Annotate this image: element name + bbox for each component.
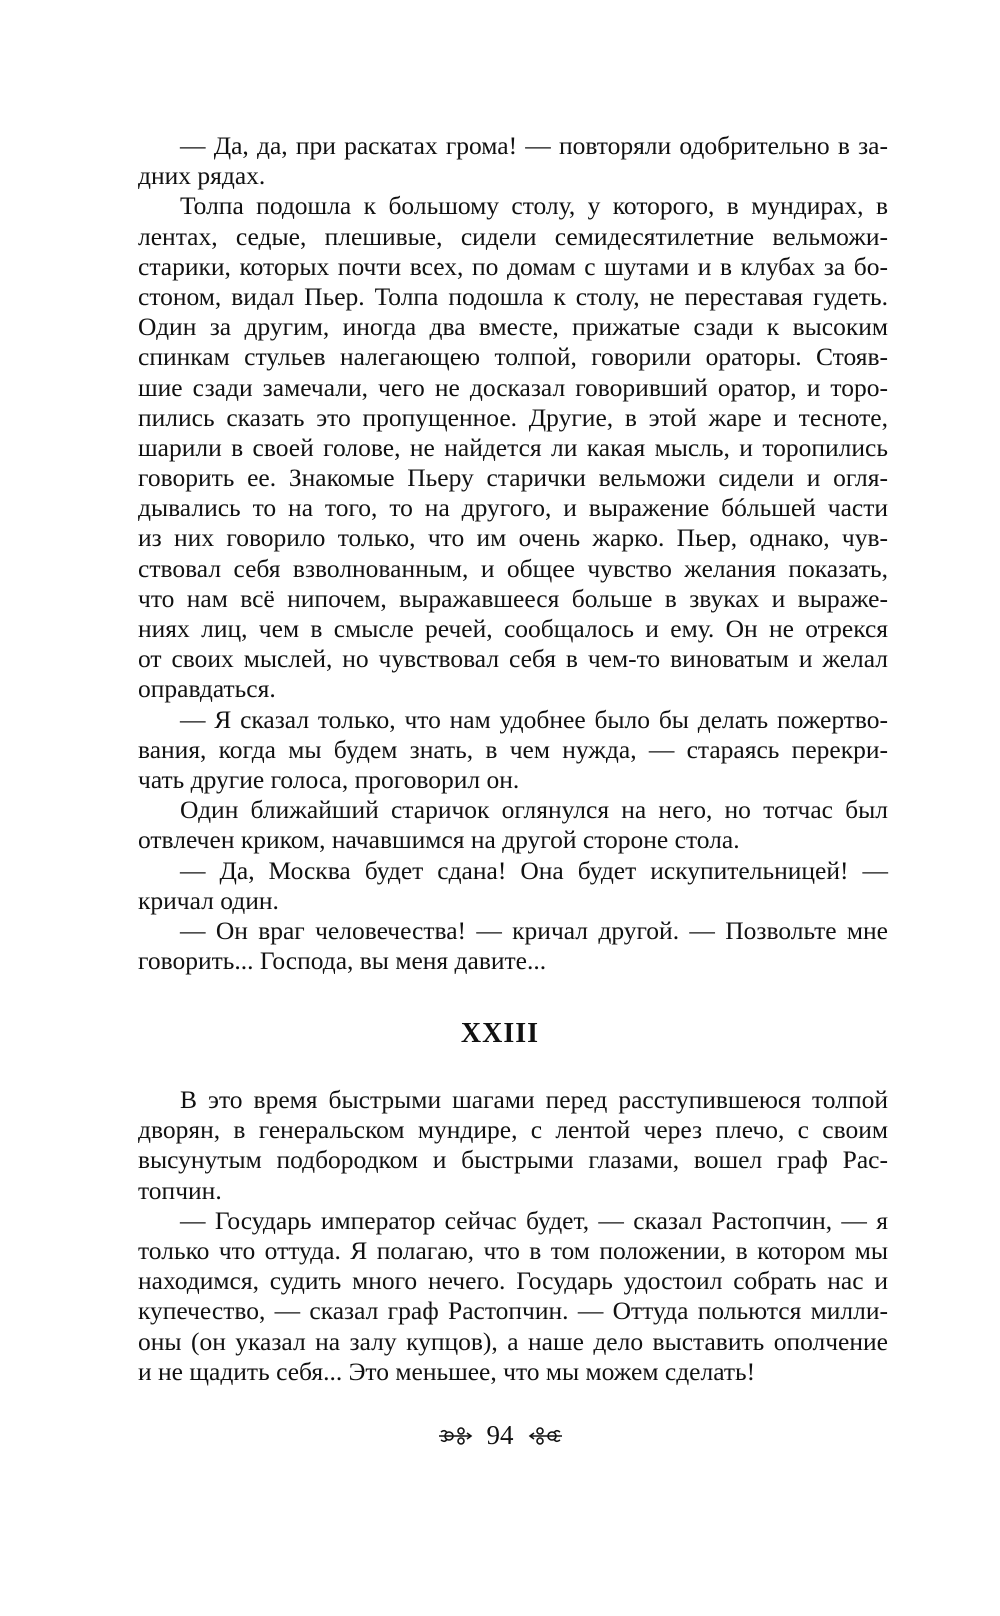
- text-line: спинкам стульев налегающею толпой, говорили ораторы. Стояв-: [138, 342, 888, 372]
- page-number: 94: [486, 1420, 514, 1450]
- text-line: высунутым подбородком и быстрыми глазами, вошел граф Рас-: [138, 1145, 888, 1175]
- text-line: — Он враг человечества! — кричал другой. — Позвольте мне: [180, 915, 888, 945]
- text-line: говорить ее. Знакомые Пьеру старички вельможи сидели и огля-: [138, 463, 888, 493]
- text-line: Один за другим, иногда два вместе, прижатые сзади к высоким: [138, 312, 888, 342]
- text-line: дывались то на того, то на другого, и выражение бóльшей части: [138, 493, 888, 523]
- text-line: — Да, Москва будет сдана! Она будет искупительницей! —: [180, 855, 888, 885]
- text-line: кричал один.: [138, 885, 279, 915]
- text-line: стоном, видал Пьер. Толпа подошла к столу, не переставая гудеть.: [138, 281, 888, 311]
- text-line: старики, которых почти всех, по домам с шутами и в клубах за бо-: [138, 251, 888, 281]
- text-line: дних рядах.: [138, 161, 266, 191]
- left-ornament-icon: [437, 1425, 473, 1447]
- text-line: оны (он указал на залу купцов), а наше дело выставить ополчение: [138, 1326, 888, 1356]
- text-line: В это время быстрыми шагами перед расступившеюся толпой: [180, 1085, 888, 1114]
- text-line: шие сзади замечали, чего не досказал говоривший оратор, и торо-: [138, 372, 888, 402]
- right-ornament-icon: [528, 1425, 564, 1447]
- page-footer: [0, 1420, 1000, 1451]
- text-line: и не щадить себя... Это меньшее, что мы можем сделать!: [138, 1356, 756, 1386]
- text-line: Толпа подошла к большому столу, у которого, в мундирах, в: [180, 191, 888, 221]
- text-line: ниях лиц, чем в смысле речей, сообщалось и ему. Он не отрекся: [138, 614, 888, 643]
- chapter-heading: XXIII: [460, 1018, 540, 1049]
- text-line: купечество, — сказал граф Растопчин. — Оттуда польются милли-: [138, 1296, 888, 1326]
- text-line: что нам всё нипочем, выражавшееся больше в звуках и выраже-: [138, 583, 888, 613]
- text-line: из них говорило только, что им очень жарко. Пьер, однако, чув-: [138, 523, 888, 553]
- text-line: топчин.: [138, 1175, 222, 1205]
- text-line: чать другие голоса, проговорил он.: [138, 764, 520, 794]
- text-line: находимся, судить много нечего. Государь удостоил собрать нас и: [138, 1266, 888, 1296]
- text-line: лентах, седые, плешивые, сидели семидесятилетние вельможи-: [138, 221, 888, 251]
- text-block-top: [138, 131, 888, 976]
- text-line: пились сказать это пропущенное. Другие, в этой жаре и тесноте,: [138, 402, 888, 432]
- text-line: шарили в своей голове, не найдется ли какая мысль, и торопились: [138, 432, 888, 462]
- text-line: Один ближайший старичок оглянулся на него, но тотчас был: [180, 795, 888, 825]
- text-block-bottom: [138, 1085, 888, 1387]
- text-line: дворян, в генеральском мундире, с лентой через плечо, с своим: [138, 1115, 888, 1145]
- text-line: отвлечен криком, начавшимся на другой стороне стола.: [138, 825, 740, 855]
- text-line: говорить... Господа, вы меня давите...: [138, 946, 547, 976]
- text-line: оправдаться.: [138, 674, 276, 704]
- text-line: от своих мыслей, но чувствовал себя в чем-то виноватым и желал: [138, 644, 888, 674]
- text-line: только что оттуда. Я полагаю, что в том положении, в котором мы: [138, 1235, 888, 1265]
- text-line: — Да, да, при раскатах грома! — повторяли одобрительно в за-: [180, 131, 888, 160]
- text-line: ствовал себя взволнованным, и общее чувство желания показать,: [138, 553, 888, 583]
- text-line: — Я сказал только, что нам удобнее было бы делать пожертво-: [180, 704, 888, 734]
- text-line: вания, когда мы будем знать, в чем нужда, — стараясь перекри-: [138, 734, 888, 764]
- text-line: — Государь император сейчас будет, — сказал Растопчин, — я: [180, 1205, 888, 1235]
